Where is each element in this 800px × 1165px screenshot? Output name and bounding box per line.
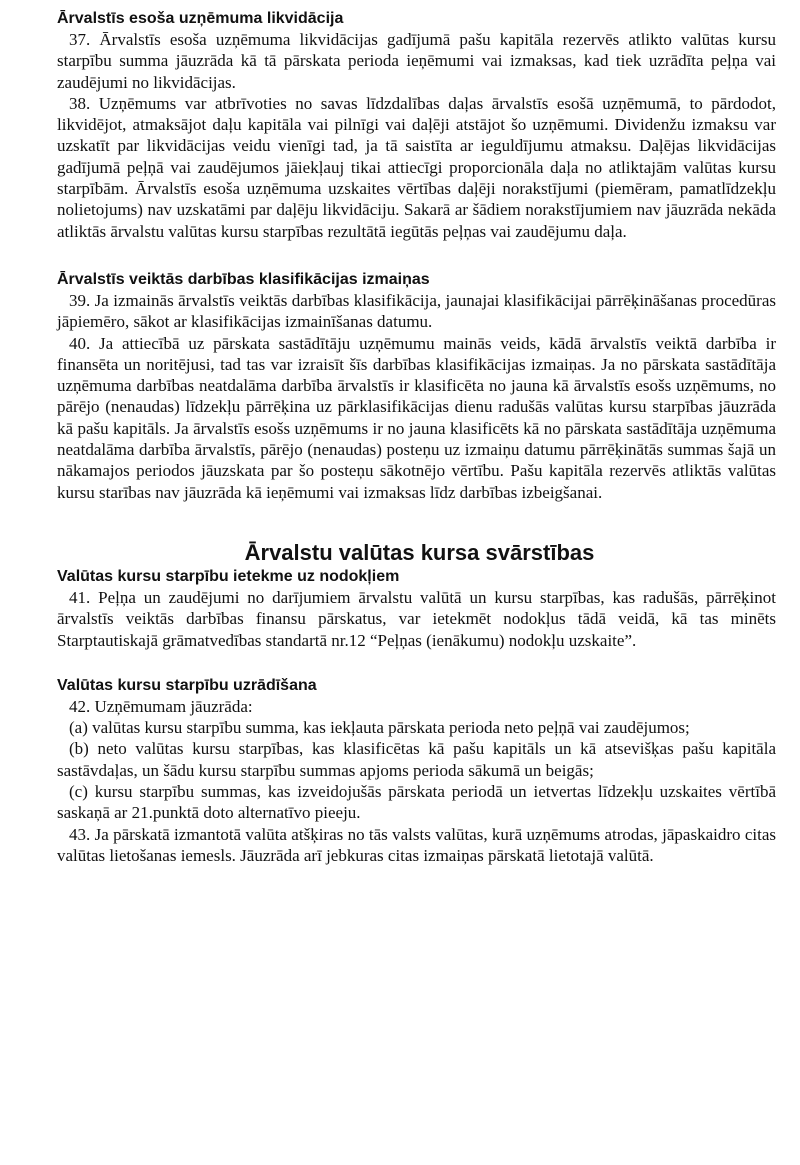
section-title-fluctuations: Ārvalstu valūtas kursa svārstības [244, 539, 595, 565]
paragraph-40: 40. Ja attiecībā uz pārskata sastādītāju uzņēmumu mainās veids, kādā ārvalstīs veiktā darbība ir finansēta un noritējusi, tad tas var izraisīt šīs darbības klasifikācijas izmaiņas. Ja no pārskata sastādītāja uzņēmuma darbības neatdalāma darbība ārvalstīs ir klasificēta no jauna kā ārvalstīs esošs uzņēmums, no pārējo (nenaudas) līdzekļu pārrēķina uz pārklasifikācijas dienu radušās valūtas kursu starpības jāuzrāda kā pašu kapitāls. Ja ārvalstīs esošs uzņēmums ir no jauna klasificēts kā no pārskata sastādītāja uzņēmuma neatdalāma darbība ārvalstīs, pārējo (nenaudas) posteņu uz izmaiņu datumu pārrēķinātās summas šajā un nākamajos periodos jāuzskata par šo posteņu sākotnējo vērtību. Pašu kapitāla rezervēs atliktās valūtas kursu starības nav jāuzrāda kā ieņēmumi vai izmaksas līdz darbības izbeigšanai. [57, 333, 776, 502]
paragraph-42c: (c) kursu starpību summas, kas izveidojušās pārskata periodā un ietvertas līdzekļu uzskaites vērtībā saskaņā ar 21.punktā doto alternatīvo pieeju. [57, 782, 776, 823]
heading-disclosure: Valūtas kursu starpību uzrādīšana [57, 676, 317, 694]
heading-classification: Ārvalstīs veiktās darbības klasifikācijas izmaiņas [57, 270, 430, 288]
spacer [57, 651, 776, 675]
paragraph-43: 43. Ja pārskatā izmantotā valūta atšķiras no tās valsts valūtas, kurā uzņēmums atrodas, jāpaskaidro citas valūtas lietošanas iemesls. Jāuzrāda arī jebkuras citas izmaiņas pārskatā lietotajā valūtā. [57, 824, 776, 865]
heading-liquidation: Ārvalstīs esoša uzņēmuma likvidācija [57, 10, 344, 27]
paragraph-38: 38. Uzņēmums var atbrīvoties no savas līdzdalības daļas ārvalstīs esošā uzņēmumā, to pārdodot, likvidējot, atmaksājot daļu kapitāla vai pilnīgi vai daļēji atstājot šo uzņēmumi. Dividenžu izmaksu var uzskatīt par likvidācijas veidu vienīgi tad, ja tā saistīta ar ieguldījumu atmaksu. Daļējas likvidācijas gadījumā peļņā vai zaudējumos jāiekļauj tikai attiecīgi proporcionāla daļa no atliktajām valūtas kursu starpībām. Ārvalstīs esoša uzņēmuma uzskaites vērtības daļēji norakstījumi (piemēram, pamatlīdzekļu nolietojums) nav uzskatāmi par daļēju likvidāciju. Sakarā ar šādiem norakstījumiem nav jāuzrāda nekāda atliktās ārvalstu valūtas kursu starpības rezultātā iegūtās peļņas vai zaudējumu daļa. [57, 93, 776, 241]
paragraph-39: 39. Ja izmainās ārvalstīs veiktās darbības klasifikācija, jaunajai klasifikācijai pārrēķināšanas procedūras jāpiemēro, sākot ar klasifikācijas izmainīšanas datumu. [57, 290, 776, 332]
spacer [57, 503, 776, 540]
paragraph-42a: (a) valūtas kursu starpību summa, kas iekļauta pārskata perioda neto peļņā vai zaudējumos; [69, 718, 690, 738]
paragraph-42: 42. Uzņēmumam jāuzrāda: [69, 696, 253, 716]
paragraph-41: 41. Peļņa un zaudējumi no darījumiem ārvalstu valūtā un kursu starpības, kas radušās, pārrēķinot ārvalstīs veiktās darbības finansu pārskatus, var ietekmēt nodokļus tādā veidā, kā tas minēts Starptautiskajā grāmatvedības standartā nr.12 “Peļņas (ienākumu) nodokļu uzskaite”. [57, 587, 776, 650]
paragraph-42b: (b) neto valūtas kursu starpības, kas klasificētas kā pašu kapitāls un kā atsevišķas pašu kapitāla sastāvdaļas, un šādu kursu starpību summas apjoms perioda sākumā un beigās; [57, 739, 776, 780]
spacer [57, 242, 776, 269]
paragraph-37: 37. Ārvalstīs esoša uzņēmuma likvidācijas gadījumā pašu kapitāla rezervēs atlikto valūtas kursu starpību summa jāuzrāda kā tā pārskata perioda ieņēmumi vai izmaksas, kad tiek uzrādīta peļņa vai zaudējumi no likvidācijas. [57, 30, 776, 92]
heading-tax-effect: Valūtas kursu starpību ietekme uz nodokļiem [57, 567, 400, 585]
